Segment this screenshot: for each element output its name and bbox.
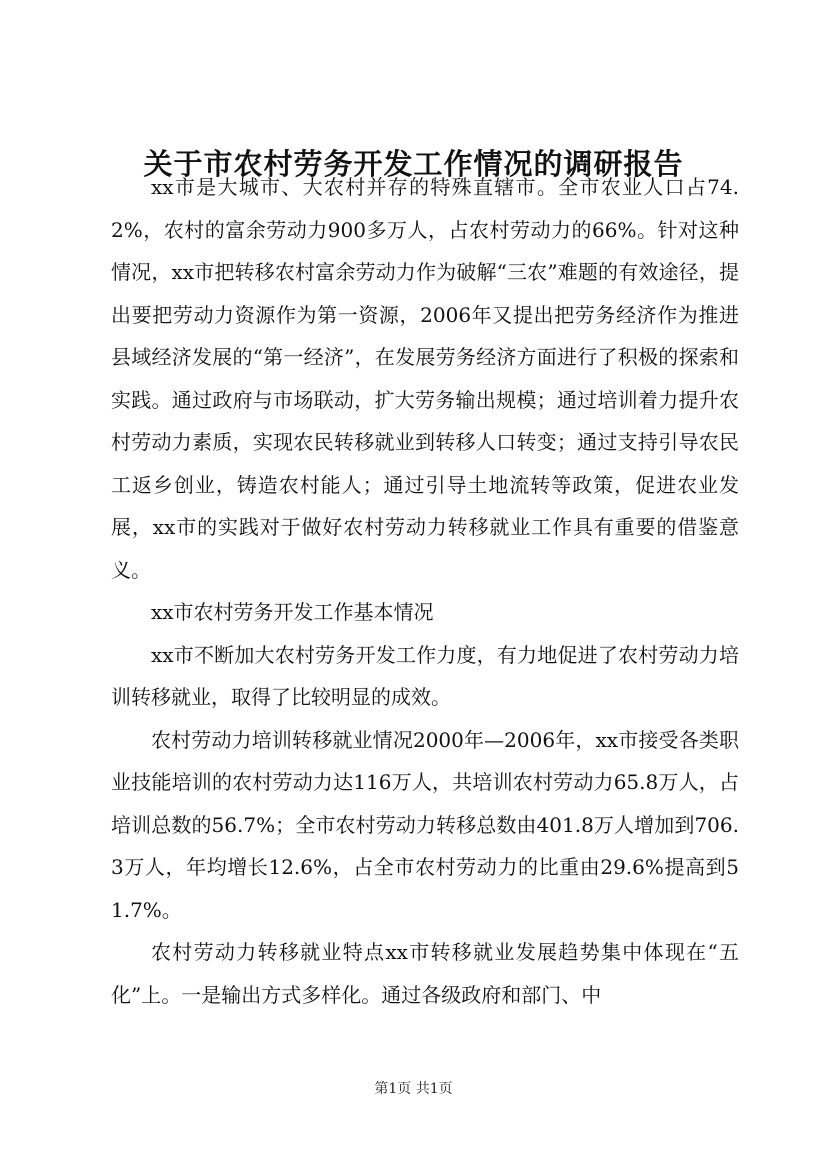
document-body bbox=[111, 166, 739, 1016]
document-title: 关于市农村劳务开发工作情况的调研报告 bbox=[143, 147, 684, 181]
paragraph-transfer-features: 农村劳动力转移就业特点xx市转移就业发展趋势集中体现在“五化”上。一是输出方式多样化。通过各级政府和部门、中 bbox=[111, 940, 739, 1007]
paragraph-section-heading: xx市农村劳务开发工作基本情况 bbox=[151, 600, 434, 624]
page-footer: 第1页 共1页 bbox=[374, 1081, 453, 1097]
paragraph-intro: xx市是大城市、大农村并存的特殊直辖市。全市农业人口占74.2%，农村的富余劳动力900多万人，占农村劳动力的66%。针对这种情况，xx市把转移农村富余劳动力作为破解“三农”难题的有效途径，提出要把劳动力资源作为第一资源，2006年又提出把劳务经济作为推进县域经济发展的“第一经济”，在发展劳务经济方面进行了积极的探索和实践。通过政府与市场联动，扩大劳务输出规模；通过培训着力提升农村劳动力素质，实现农民转移就业到转移人口转变；通过支持引导农民工返乡创业，铸造农村能人；通过引导土地流转等政策，促进农业发展，xx市的实践对于做好农村劳动力转移就业工作具有重要的借鉴意义。 bbox=[111, 175, 739, 582]
paragraph-effort: xx市不断加大农村劳务开发工作力度，有力地促进了农村劳动力培训转移就业，取得了比较明显的成效。 bbox=[111, 642, 739, 709]
paragraph-training-stats: 农村劳动力培训转移就业情况2000年—2006年，xx市接受各类职业技能培训的农村劳动力达116万人，共培训农村劳动力65.8万人，占培训总数的56.7%；全市农村劳动力转移总数由401.8万人增加到706.3万人，年均增长12.6%，占全市农村劳动力的比重由29.6%提高到51.7%。 bbox=[111, 727, 739, 922]
